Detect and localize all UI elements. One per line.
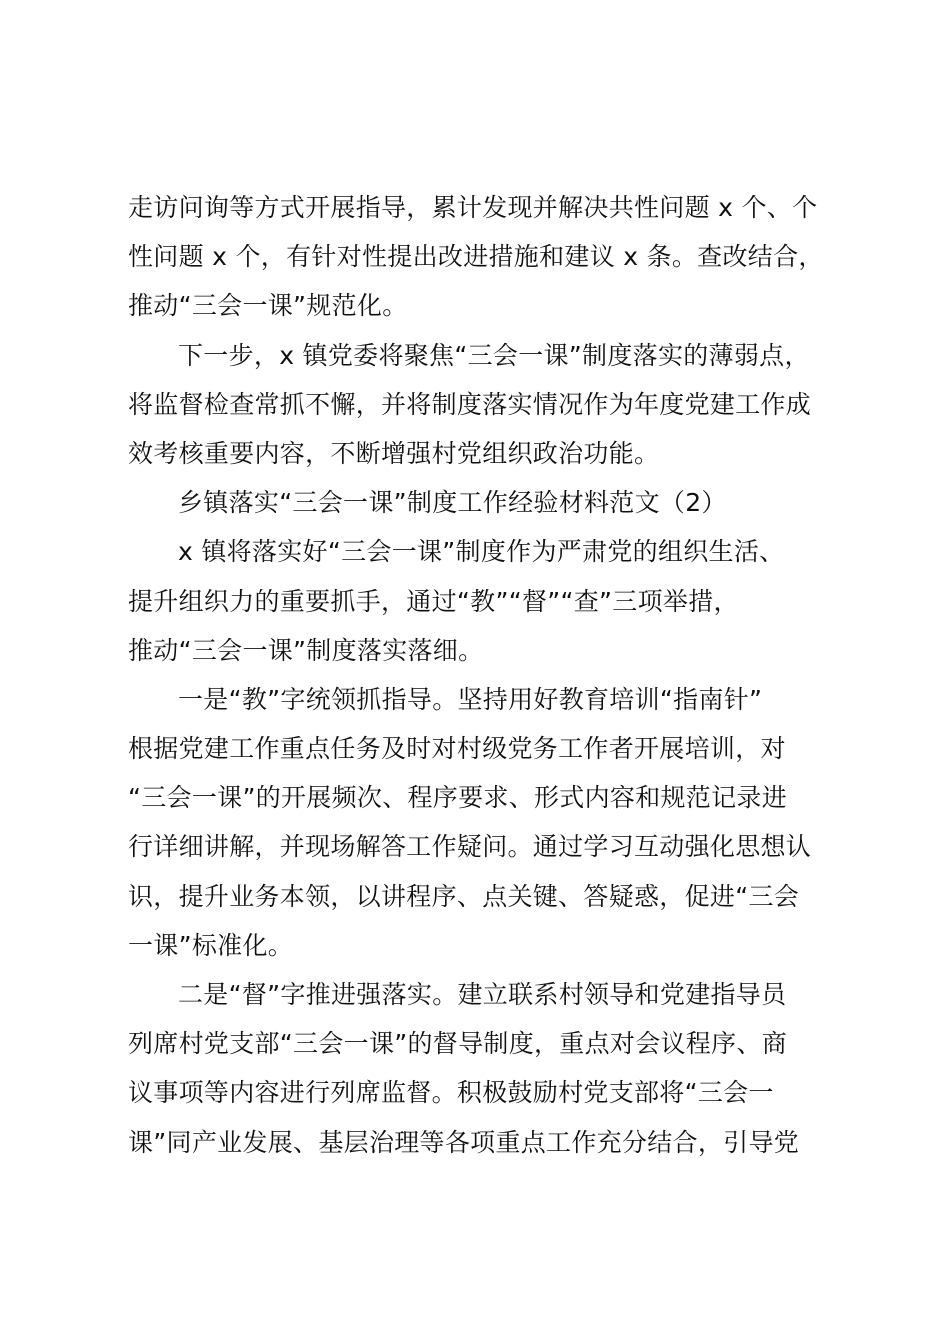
text-line: 议事项等内容进行列席监督。积极鼓励村党支部将“三会一 (128, 1078, 774, 1108)
text-line: 一课”标准化。 (128, 930, 294, 960)
text-line: 列席村党支部“三会一课”的督导制度，重点对会议程序、商 (128, 1029, 788, 1059)
text-line: 走访问询等方式开展指导，累计发现并解决共性问题 x 个、个 (128, 193, 818, 222)
text-line: 识，提升业务本领，以讲程序、点关键、答疑惑，促进“三会 (128, 881, 800, 911)
paragraph-start-line: x 镇将落实好“三会一课”制度作为严肃党的组织生活、 (178, 537, 785, 567)
text-line: “三会一课”的开展频次、程序要求、形式内容和规范记录进 (128, 783, 788, 813)
text-line: 效考核重要内容，不断增强村党组织政治功能。 (128, 438, 660, 468)
text-line: 课”同产业发展、基层治理等各项重点工作充分结合，引导党 (128, 1127, 800, 1157)
document-body (128, 183, 838, 1167)
paragraph-start-line: 下一步，x 镇党委将聚焦“三会一课”制度落实的薄弱点， (178, 340, 810, 370)
text-line: 根据党建工作重点任务及时对村级党务工作者开展培训，对 (128, 734, 786, 764)
section-heading: 乡镇落实“三会一课”制度工作经验材料范文（2） (178, 488, 727, 518)
text-line: 行详细讲解，并现场解答工作疑问。通过学习互动强化思想认 (128, 832, 812, 862)
text-line: 性问题 x 个，有针对性提出改进措施和建议 x 条。查改结合， (128, 242, 824, 272)
paragraph-start-line: 二是“督”字推进强落实。建立联系村领导和党建指导员 (178, 980, 787, 1009)
text-line: 将监督检查常抓不懈，并将制度落实情况作为年度党建工作成 (128, 389, 812, 419)
text-line: 提升组织力的重要抓手，通过“教”“督”“查”三项举措， (128, 586, 739, 616)
text-line: 推动“三会一课”制度落实落细。 (128, 635, 484, 665)
text-line: 推动“三会一课”规范化。 (128, 291, 408, 321)
paragraph-start-line: 一是“教”字统领抓指导。坚持用好教育培训“指南针” (178, 684, 763, 714)
